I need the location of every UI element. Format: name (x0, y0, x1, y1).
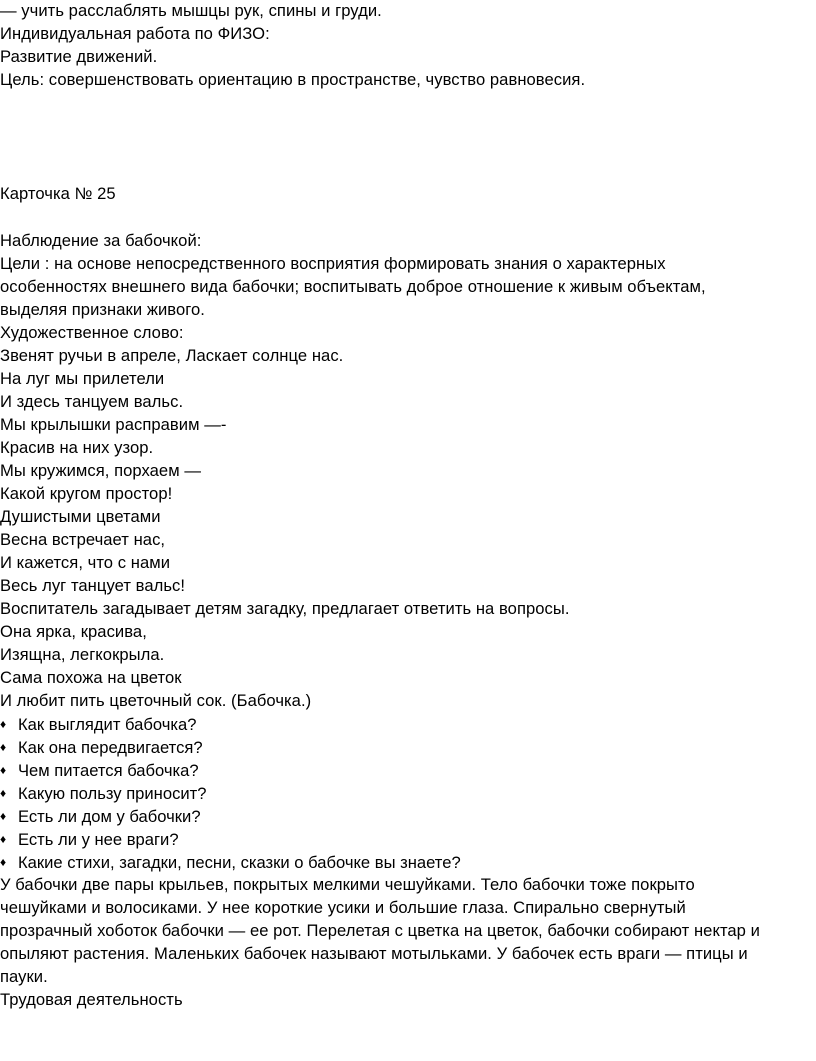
description-line: чешуйками и волосиками. У нее короткие усики и большие глаза. Спирально свернутый (0, 898, 686, 917)
diamond-bullet-icon: ♦ (0, 786, 7, 800)
intro-line-movement-development: Развитие движений. (0, 47, 158, 66)
riddle-line: Изящна, легкокрыла. (0, 645, 165, 664)
diamond-bullet-icon: ♦ (0, 855, 7, 869)
question-item (0, 714, 196, 735)
artistic-word-heading: Художественное слово: (0, 323, 184, 342)
question-item (0, 829, 179, 850)
goals-line-3: выделяя признаки живого. (0, 300, 205, 319)
description-line: У бабочки две пары крыльев, покрытых мелкими чешуйками. Тело бабочки тоже покрыто (0, 875, 695, 894)
riddle-line: Она ярка, красива, (0, 622, 147, 641)
card-title: Карточка № 25 (0, 184, 116, 203)
question-text: Какие стихи, загадки, песни, сказки о бабочке вы знаете? (18, 853, 461, 872)
poem-line: Весь луг танцует вальс! (0, 576, 186, 595)
question-text: Как она передвигается? (18, 738, 203, 757)
poem-line: И здесь танцуем вальс. (0, 392, 184, 411)
labor-activity-heading: Трудовая деятельность (0, 990, 183, 1009)
diamond-bullet-icon: ♦ (0, 740, 7, 754)
question-text: Какую пользу приносит? (18, 784, 207, 803)
goals-line-1: Цели : на основе непосредственного восприятия формировать знания о характерных (0, 254, 666, 273)
poem-line: Какой кругом простор! (0, 484, 173, 503)
diamond-bullet-icon: ♦ (0, 717, 7, 731)
poem-line: На луг мы прилетели (0, 369, 165, 388)
poem-line: Звенят ручьи в апреле, Ласкает солнце нас. (0, 346, 344, 365)
poem-line: Душистыми цветами (0, 507, 161, 526)
intro-line-individual-work: Индивидуальная работа по ФИЗО: (0, 24, 270, 43)
question-text: Есть ли дом у бабочки? (18, 807, 201, 826)
poem-line: Весна встречает нас, (0, 530, 166, 549)
observation-heading: Наблюдение за бабочкой: (0, 231, 202, 250)
intro-line-goal: Цель: совершенствовать ориентацию в пространстве, чувство равновесия. (0, 70, 586, 89)
question-item (0, 806, 201, 827)
intro-line-relax-muscles: — учить расслаблять мышцы рук, спины и груди. (0, 1, 382, 20)
description-line: пауки. (0, 967, 48, 986)
description-line: опыляют растения. Маленьких бабочек называют мотыльками. У бабочек есть враги — птицы и (0, 944, 748, 963)
diamond-bullet-icon: ♦ (0, 809, 7, 823)
question-item (0, 760, 199, 781)
diamond-bullet-icon: ♦ (0, 832, 7, 846)
riddle-line: И любит пить цветочный сок. (Бабочка.) (0, 691, 312, 710)
poem-line: Красив на них узор. (0, 438, 154, 457)
description-line: прозрачный хоботок бабочки — ее рот. Перелетая с цветка на цветок, бабочки собирают нектар и (0, 921, 760, 940)
question-item (0, 852, 461, 873)
poem-line: Мы кружимся, порхаем — (0, 461, 201, 480)
question-text: Есть ли у нее враги? (18, 830, 179, 849)
question-text: Как выглядит бабочка? (18, 715, 197, 734)
poem-line: И кажется, что с нами (0, 553, 171, 572)
question-item (0, 783, 206, 804)
diamond-bullet-icon: ♦ (0, 763, 7, 777)
goals-line-2: особенностях внешнего вида бабочки; воспитывать доброе отношение к живым объектам, (0, 277, 706, 296)
riddle-line: Сама похожа на цветок (0, 668, 182, 687)
poem-line: Мы крылышки расправим —- (0, 415, 227, 434)
question-item (0, 737, 203, 758)
question-text: Чем питается бабочка? (18, 761, 199, 780)
riddle-intro: Воспитатель загадывает детям загадку, предлагает ответить на вопросы. (0, 599, 570, 618)
